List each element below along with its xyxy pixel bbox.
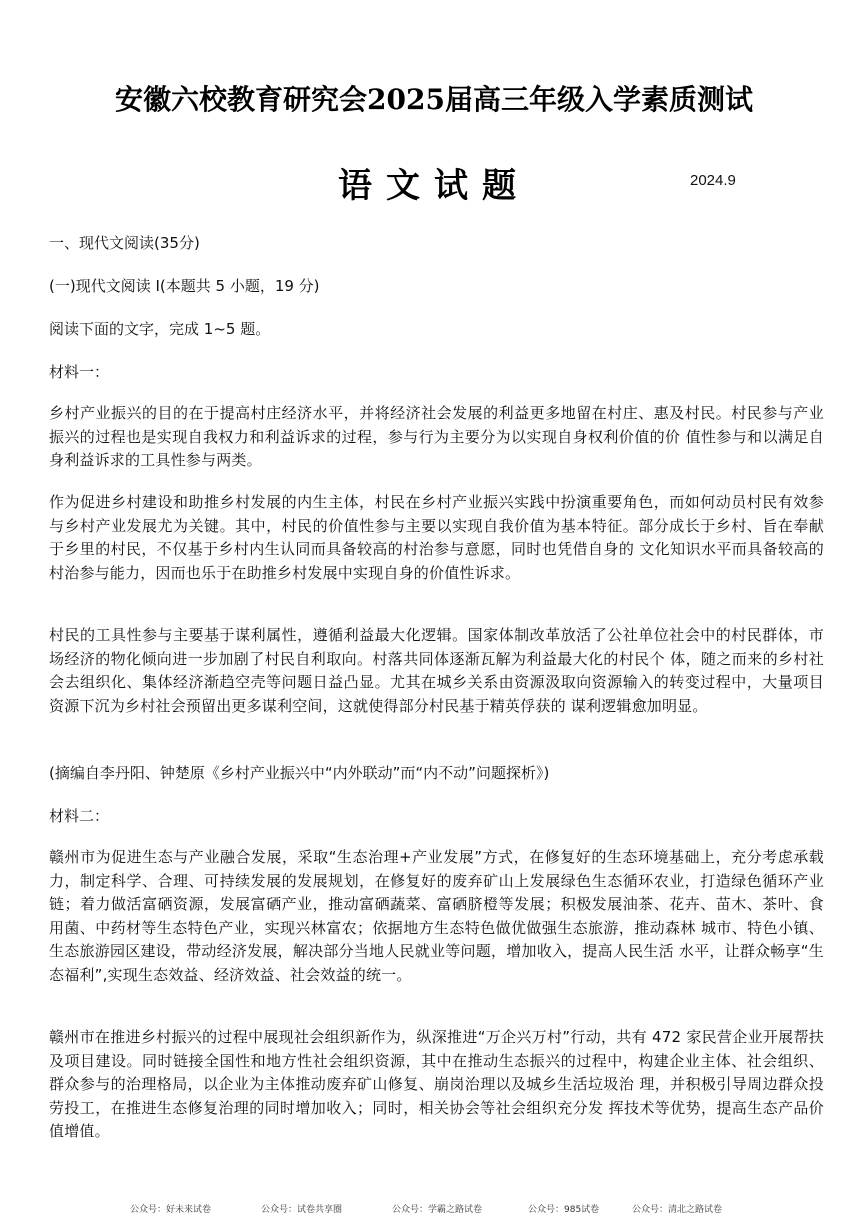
subject-title: 语文试题 (338, 166, 530, 206)
material1-paragraph-1: 乡村产业振兴的目的在于提高村庄经济水平，并将经济社会发展的利益更多地留在村庄、惠及村民。村民参与产业振兴的过程也是实现自我权力和利益诉求的过程，参与行为主要分为以实现自身权利价值的价 值性参与和以满足自身利益诉求的工具性参与两类。 (49, 404, 824, 469)
material2-paragraph-1: 赣州市为促进生态与产业融合发展，采取“生态治理+产业发展”方式，在修复好的生态环境基础上，充分考虑承载力，制定科学、合理、可持续发展的发展规划，在修复好的废弃矿山上发展绿色生态循环农业，打造绿色循环产业链；着力做活富硒资源，发展富硒产业，推动富硒蔬菜、富硒脐橙等发展；积极发展油茶、花卉、苗木、茶叶、食用菌、中药材等生态特色产业，实现兴林富农；依据地方生态特色做优做强生态旅游，推动森林 城市、特色小镇、生态旅游园区建设，带动经济发展，解决部分当地人民就业等问题，增加收入，提高人民生活 水平，让群众畅享“生态福利”,实现生态效益、经济效益、社会效益的统一。 (49, 848, 824, 984)
footer-item: 公众号：985试卷 (528, 1205, 600, 1215)
sub-heading: (一)现代文阅读 I(本题共 5 小题，19 分) (49, 277, 320, 295)
material1-paragraph-3: 村民的工具性参与主要基于谋利属性，遵循利益最大化逻辑。国家体制改革放活了公社单位社会中的村民群体，市场经济的物化倾向进一步加剧了村民自利取向。村落共同体逐渐瓦解为利益最大化的村民个 体，随之而来的乡村社会去组织化、集体经济渐趋空壳等问题日益凸显。尤其在城乡关系由资源汲取向资源输入的转变过程中，大量项目资源下沉为乡村社会预留出更多谋利空间，这就使得部分村民基于精英俘获的 谋利逻辑愈加明显。 (49, 626, 824, 715)
exam-title: 安徽六校教育研究会2025届高三年级入学素质测试 (115, 83, 753, 116)
material1-label: 材料一： (49, 363, 110, 381)
footer-item: 公众号：学霸之路试卷 (392, 1205, 483, 1215)
footer-item: 公众号：好未来试卷 (130, 1205, 212, 1215)
footer-item: 公众号：清北之路试卷 (632, 1205, 723, 1215)
material2-paragraph-2: 赣州市在推进乡村振兴的过程中展现社会组织新作为，纵深推进“万企兴万村”行动，共有 472 家民营企业开展帮扶及项目建设。同时链接全国性和地方性社会组织资源，其中在推动生态振兴的过程中，构建企业主体、社会组织、群众参与的治理格局，以企业为主体推动废弃矿山修复、崩岗治理以及城乡生活垃圾治 理，并积极引导周边群众投劳投工，在推进生态修复治理的同时增加收入；同时，相关协会等社会组织充分发 挥技术等优势，提高生态产品价值增值。 (49, 1028, 824, 1140)
material1-paragraph-2: 作为促进乡村建设和助推乡村发展的内生主体，村民在乡村产业振兴实践中扮演重要角色，而如何动员村民有效参与乡村产业发展尤为关键。其中，村民的价值性参与主要以实现自我价值为基本特征。部分成长于乡村、旨在奉献于乡里的村民，不仅基于乡村内生认同而具备较高的村治参与意愿，同时也凭借自身的 文化知识水平而具备较高的村治参与能力，因而也乐于在助推乡村发展中实现自身的价值性诉求。 (49, 493, 824, 582)
exam-date: 2024.9 (690, 172, 736, 189)
material1-source: (摘编自李丹阳、钟楚原《乡村产业振兴中“内外联动”而“内不动”问题探析》) (49, 764, 550, 782)
part-heading: 一、现代文阅读(35分) (49, 234, 200, 252)
reading-instruction: 阅读下面的文字，完成 1~5 题。 (49, 320, 271, 338)
footer-item: 公众号：试卷共享圈 (261, 1205, 343, 1215)
material2-label: 材料二： (49, 807, 110, 825)
